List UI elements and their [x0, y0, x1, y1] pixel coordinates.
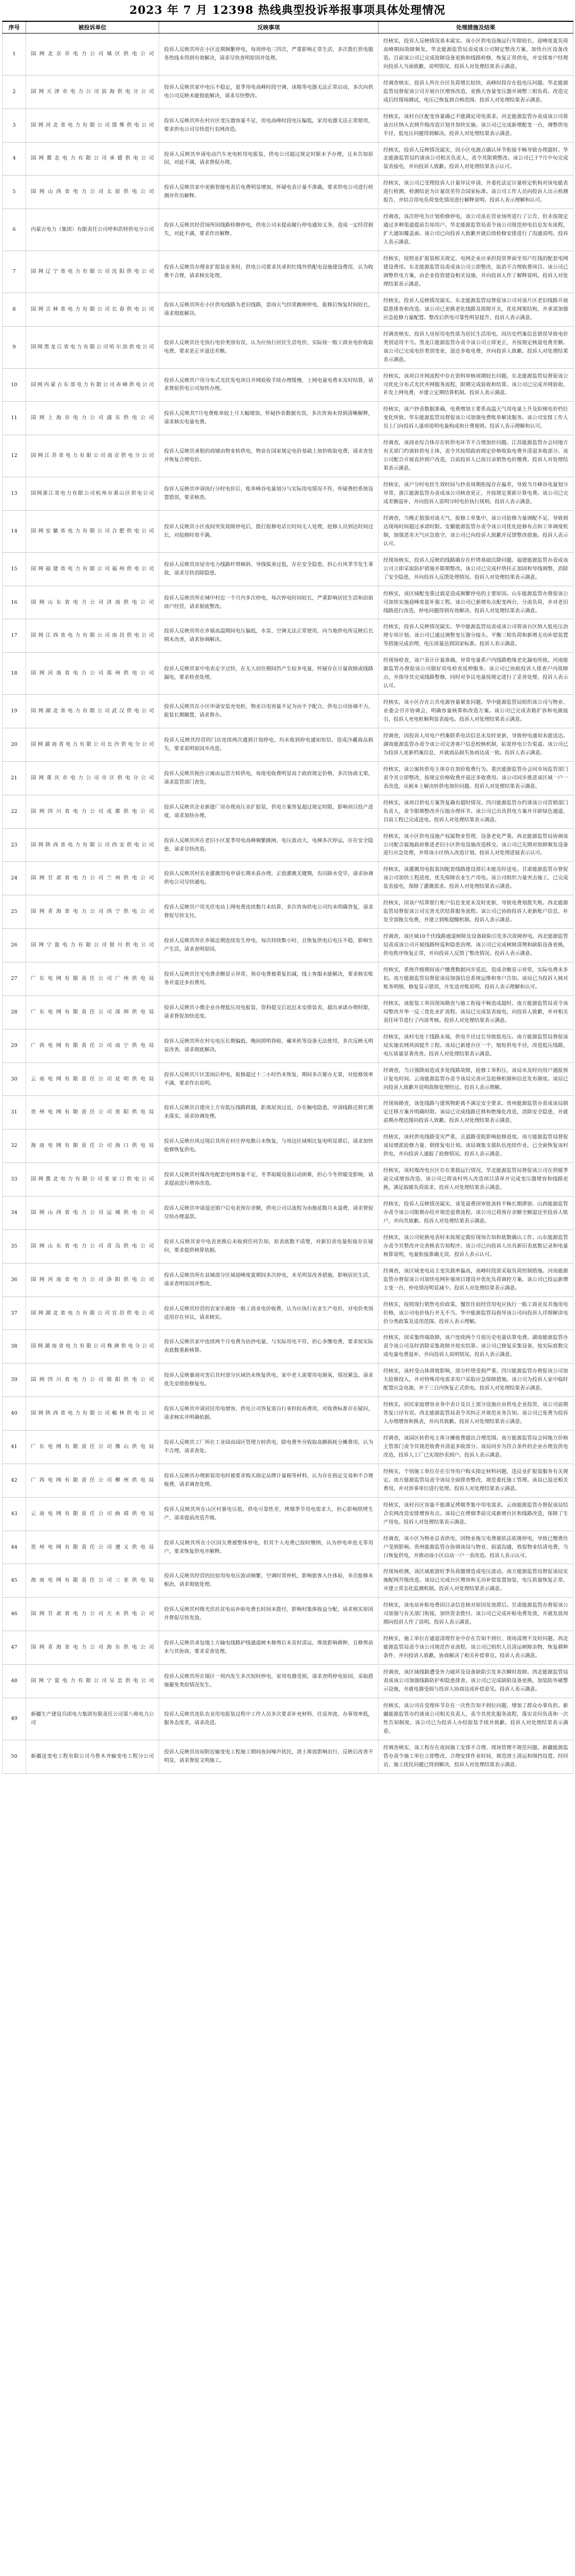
row-issue-text: 投诉人反映其办理新装用电时被要求购买指定品牌计量箱等材料，认为存在指定交易和不合理收费，请求调查处理。: [159, 1464, 379, 1497]
row-serial-number: 50: [3, 1740, 26, 1773]
row-handling-result: 经调查，该商业综合体存在转供电环节不合理加价问题。江苏能源监管办会同地方有关部门约谈转供电主体，责令其按照政府规定价格收取电费并清退多收部分。该公司配合开展直抄到户改造，目前投诉人已按目录销售电价缴费。投诉人对处理结果表示满意。: [379, 435, 573, 477]
row-serial-number: 17: [3, 619, 26, 653]
table-row: [3, 795, 573, 828]
row-issue-text: 投诉人反映其片区雷雨后停电，报修超过十二小时仍未恢复，期间多次催办无果，对抢修效率不满，要求作出说明。: [159, 1062, 379, 1096]
row-complained-unit: 国网青海省电力公司西宁供电公司: [26, 895, 159, 929]
row-serial-number: 9: [3, 326, 26, 368]
row-complained-unit: 国网山东省电力公司青岛供电公司: [26, 1229, 159, 1263]
row-handling-result: 经调查，该区域变电站主变负载率偏高，高峰时段需采取负荷控制措施。河南能源监管办督促该公司加快电网补强项目建设并优化负荷调控方案。该公司已投运新增主变一台，停电情况明显减少。投诉人对处理结果表示满意。: [379, 1263, 573, 1297]
row-complained-unit: 国网内蒙古东部电力有限公司赤峰供电公司: [26, 368, 159, 402]
row-serial-number: 16: [3, 586, 26, 619]
table-row: [3, 251, 573, 293]
row-complained-unit: 广西电网有限责任公司南宁供电局: [26, 1029, 159, 1062]
row-complained-unit: 海南电网有限责任公司海口供电局: [26, 1129, 159, 1163]
row-complained-unit: 国网湖南省电力有限公司株洲供电分公司: [26, 1330, 159, 1364]
row-handling-result: 经核实，该村煤改电台区存在重载运行情况。华北能源监管局督促该公司在供暖季前完成增容改造。该公司已将该村列入改造项目清单并完成变压器增容和线路更换，满足取暖负荷需求。投诉人对处理结果表示满意。: [379, 1163, 573, 1196]
row-handling-result: 经核实，该村台区容量不能满足烤烟季集中用电需求。云南能源监管办督促该局结合农网改造安排增容布点。该局已在烤烟季前完成新增台区和线路改造，保障了生产用电。投诉人对处理结果表示满意。: [379, 1497, 573, 1531]
row-handling-result: 经核实，该村受山体滑坡影响，部分杆塔受损严重。四川能源监管办督促该公司加大抢修投入，并对特殊用电需求用户采取应急保障措施。该公司为投诉人家中临时配置应急电源，并于三日内恢复正式供电。投诉人对处理结果表示满意。: [379, 1364, 573, 1397]
row-complained-unit: 国网四川省电力公司绵阳供电公司: [26, 1364, 159, 1397]
row-issue-text: 投诉人反映其所在县城部分区域迎峰度夏期间多次停电，未见明显改善措施，影响居民生活，请求查明原因并整改。: [159, 1263, 379, 1297]
row-serial-number: 47: [3, 1631, 26, 1665]
row-issue-text: 投诉人反映其户用分布式光伏发电项目并网验收手续办理缓慢，上网电量电费未及时结算，请求督促供电公司加快办理。: [159, 368, 379, 402]
row-complained-unit: 国网湖北省电力有限公司武汉供电公司: [26, 695, 159, 728]
row-issue-text: 投诉人反映其房屋旁电力线路杆塔倾斜、导线弧垂过低，存在安全隐患，担心台风季节发生事故，请求尽快消除隐患。: [159, 552, 379, 586]
row-issue-text: 投诉人反映其7月电费账单较上月大幅增加，怀疑抄表数据有误，多次咨询未得到清晰解释，请求核实电量电费。: [159, 402, 379, 435]
row-complained-unit: 国网重庆市电力公司市区供电分公司: [26, 761, 159, 795]
row-issue-text: 投诉人反映其家中更换智能电表后电费明显增加，怀疑电表计量不准确，要求供电公司进行检测并作出解释。: [159, 176, 379, 209]
row-complained-unit: 国网陕西省电力有限公司榆林供电公司: [26, 1397, 159, 1431]
row-serial-number: 25: [3, 895, 26, 929]
row-complained-unit: 国网北京市电力公司城区供电公司: [26, 34, 159, 76]
table-row: [3, 326, 573, 368]
row-complained-unit: 国网甘肃省电力公司天水供电公司: [26, 1598, 159, 1631]
row-handling-result: 经核实，该公司在受理环节存在一次性告知不到位问题，增加了群众办事负担。新疆能源监管办约谈该公司相关负责人，责令其优化服务流程，落实首问负责和一次性告知制度。该公司已为投诉人办结报装手续并致歉。投诉人对处理结果表示满意。: [379, 1698, 573, 1740]
row-handling-result: 经核实，该灌溉用电报装因配套线路建设滞后未能及时送电。甘肃能源监管办督促该公司加快工程进度，优先保障农业生产用电。该公司组织力量突击施工，已完成装表接电，保障了灌溉需求。投诉人对处理结果表示满意。: [379, 862, 573, 895]
row-complained-unit: 国网湖南省电力有限公司长沙供电分公司: [26, 728, 159, 762]
table-row: [3, 75, 573, 109]
row-serial-number: 24: [3, 862, 26, 895]
row-complained-unit: 国网湖北省电力有限公司宜昌供电公司: [26, 1297, 159, 1330]
row-handling-result: 经核实，该报装工单因现场勘查与施工衔接不畅造成超时。南方能源监管局责令该局整改并举一反三优化业扩流程。该局已完成装表接电，向投诉人致歉，并对相关责任环节进行了内部考核。投诉人对处理结果表示满意。: [379, 995, 573, 1029]
row-complained-unit: 国网山东省电力公司济南供电公司: [26, 586, 159, 619]
row-issue-text: 投诉人反映其连队农业用电报装过程中工作人员多次要求补充材料、往返奔波，办事效率低，服务态度差，请求改进。: [159, 1698, 379, 1740]
row-handling-result: 经现场勘查，该处线路与建筑物距离不满足安全要求。贵州能源监管办责成该局制定迁移方案并明确时限。该局已完成线路迁移和绝缘化改造，消除安全隐患，并就前期办理迟缓向投诉人致歉。投诉人对处理结果表示满意。: [379, 1096, 573, 1129]
row-handling-result: 经调查，该园区转供电主体分摊收费超出合理范围。南方能源监管局会同地方价格主管部门责令其规范收费并清退多收部分。该局同步为符合条件的企业办理直供电改造，投诉人工厂已实现抄表到户。投诉人表示满意。: [379, 1431, 573, 1464]
row-complained-unit: 广东电网有限责任公司广州供电局: [26, 962, 159, 996]
row-handling-result: 经核实，投诉人反映情况基本属实。该小区供电设施运行年限较长，迎峰度夏负荷高峰期间故障频发。华北能源监管局责成该公司制定整改方案，加快台区设备改造。目前该公司已完成故障设备更换和线路检修，恢复正常供电，并安排客户经理向投诉人当面致歉、说明情况。投诉人对处理结果表示满意。: [379, 34, 573, 76]
row-handling-result: 经核实，该公司轮换电表时未按规定做好现场告知和底数确认工作。山东能源监管办责令其整改并完善换表告知程序。该公司已向投诉人出具新旧表底数记录和电量核算说明，电量衔接准确无误。投诉人表示认可。: [379, 1229, 573, 1263]
row-handling-result: 经核实，该村屯处于线路末端，供电半径过长导致低电压。南方能源监管局督促该局实施农网巩固提升工程。该局已新建台区一个，缩短供电半径，改造低压线路，电压质量显著改善。投诉人对处理结果表示满意。: [379, 1029, 573, 1062]
row-complained-unit: 贵州电网有限责任公司遵义供电局: [26, 1531, 159, 1564]
row-handling-result: 经调查，因投诉人用电户档案联系电话信息未及时更新，导致停电通知未能送达。湖南能源监管办责令该公司完善客户信息校核机制，拓宽停电公告渠道。该公司已为投诉人更新档案信息，并就商品损失协商达成一致。投诉人表示满意。: [379, 728, 573, 762]
row-complained-unit: 国网甘肃省电力公司兰州供电公司: [26, 862, 159, 895]
row-issue-text: 投诉人反映其经营的门店连续两次遇到计划停电，均未收到停电通知短信，造成冷藏商品损失，要求说明原因并改进。: [159, 728, 379, 762]
row-handling-result: 经核实，因该户结算银行账户信息变更未及时更新，导致电费划拨失败。西北能源监管局督促该公司完善光伏结算服务流程。该公司已协助投诉人更新账户信息，补发全部拖欠电费，并建立到账提醒机制。投诉人表示满意。: [379, 895, 573, 929]
row-issue-text: 投诉人反映其经营的民宿用电电压波动频繁，空调时常停机，影响旅客入住体验，多次报修未根治，请求彻底处理。: [159, 1564, 379, 1598]
table-row: [3, 653, 573, 695]
row-handling-result: 经核实，该村供电线路受灾严重，且道路受阻影响抢修进度。南方能源监管局督促该局增派抢修力量、倒排复电计划。该局调集支援队伍连续作业，已全面恢复该村供电，并向投诉人通报了抢修情况。投诉人表示满意。: [379, 1129, 573, 1163]
row-handling-result: 经核实，施工单位在通道清理作业中存在告知不到位、现场清理不及时问题。西北能源监管局责令该公司规范作业流程。该公司已组织人员清运树障杂物，恢复耕种条件，并向投诉人致歉，协商解决了相关补偿事宜。投诉人表示满意。: [379, 1631, 573, 1665]
row-handling-result: 经核实，该小区供电设施产权属物业管理，设备老化严重。西北能源监管局协调该公司配合属地政府推进老旧小区供电设施改造移交。该公司已先期对故障频发设备进行应急处理，并将该小区纳入改造计划。投诉人对处理进展表示认可。: [379, 828, 573, 862]
row-handling-result: 经核实，因采集终端故障，该户连续两个月按历史电量估算电费。湖南能源监管办责令该公司及时消除采集故障并按实结算。该公司已修复采集设备，按实际底数完成电量电费退补，并向投诉人说明情况。投诉人表示满意。: [379, 1330, 573, 1364]
row-complained-unit: 云南电网有限责任公司昆明供电局: [26, 1062, 159, 1096]
table-row: [3, 293, 573, 326]
row-serial-number: 10: [3, 368, 26, 402]
row-serial-number: 7: [3, 251, 26, 293]
row-serial-number: 31: [3, 1096, 26, 1129]
table-row: [3, 1129, 573, 1163]
row-serial-number: 38: [3, 1330, 26, 1364]
row-serial-number: 21: [3, 761, 26, 795]
row-serial-number: 5: [3, 176, 26, 209]
row-serial-number: 39: [3, 1364, 26, 1397]
row-complained-unit: 国网江西省电力有限公司南昌供电公司: [26, 619, 159, 653]
row-complained-unit: 国网浙江省电力有限公司杭州市萧山区供电公司: [26, 477, 159, 511]
row-handling-result: 经现场核实，投诉人反映的线路确存在杆塔基础沉降问题。福建能源监管办责成该公司立即采取防护措施并限期整改。该公司已完成杆塔扶正加固和导线调整，消除了安全隐患，并向投诉人反馈处理情况。投诉人对处理结果表示满意。: [379, 552, 573, 586]
table-row: [3, 209, 573, 251]
table-row: [3, 728, 573, 762]
row-handling-result: 经核实，该项目并网流程中存在资料审核周期较长问题。东北能源监管局督促该公司优化分布式光伏并网服务流程，限期完成验收和结算。该公司已完成并网验收，补发上网电费，并建立定期结算机制。投诉人表示满意。: [379, 368, 573, 402]
row-issue-text: 投诉人反映其所在小区近期频繁停电，每周停电三四次，严重影响正常生活，多次拨打供电服务热线未得到有效解决，请求尽快查明原因并处理。: [159, 34, 379, 76]
table-row: [3, 695, 573, 728]
row-handling-result: 经核实，该电站补贴电费因目录信息核对原因发放滞后。甘肃能源监管办督促该公司加强与有关部门衔接，加快资金拨付。该公司已完成补贴电费发放，并就发放周期向投诉人作了说明。投诉人表示满意。: [379, 1598, 573, 1631]
row-serial-number: 30: [3, 1062, 26, 1096]
row-issue-text: 投诉人反映其所在镇区一周内发生多次短时停电，家用电器受损，请求查明停电原因，采取措施避免类似情况发生。: [159, 1665, 379, 1698]
row-issue-text: 投诉人反映其所在老旧小区夏季用电高峰频繁跳闸，电压波动大，电梯多次停运，存在安全隐患，请求尽快改造。: [159, 828, 379, 862]
row-complained-unit: 新疆生产建设兵团电力集团有限责任公司第八师电力公司: [26, 1698, 159, 1740]
table-row: [3, 435, 573, 477]
row-issue-text: 投诉人反映其家中连续两个月电费为估抄电量，与实际用电不符，担心多缴电费，要求按实际表底数重新核算。: [159, 1330, 379, 1364]
table-row: [3, 1598, 573, 1631]
row-issue-text: 投诉人反映其承租的商铺由物业转供电，物业在国家规定电价基础上加价收取电费，请求查处并恢复合理电价。: [159, 435, 379, 477]
row-handling-result: 经核实，该区域配变重过载是造成频繁停电的主要原因。山东能源监管办督促该公司加快实施迎峰度夏补强工程。该公司已新增布点配变两台，分流负荷，并对老旧线路进行改造，停电问题得到有效解决。投诉人对处理结果表示满意。: [379, 586, 573, 619]
table-row: [3, 1096, 573, 1129]
table-row: [3, 1564, 573, 1598]
row-serial-number: 41: [3, 1431, 26, 1464]
row-complained-unit: 内蒙古电力（集团）有限责任公司呼和浩特供电分公司: [26, 209, 159, 251]
row-handling-result: 经调查核实，投诉人房屋用电性质为居民生活用电，因历史档案信息错误导致电价类别适用不当。黑龙江能源监管办责令该公司立即更正，并按规定核退电费差额。该公司已完成电价类别变更，退还多收电费，并向投诉人致歉。投诉人对处理结果表示满意。: [379, 326, 573, 368]
row-serial-number: 42: [3, 1464, 26, 1497]
table-row: [3, 368, 573, 402]
row-handling-result: 经调查核实，该工程存在夜间施工安排不合理、现场管理不规范问题。新疆能源监管办责令施工单位立即整改，合理安排作业时间，规范渣土清运和围挡设置。经回访，施工扰民问题已得到解决，投诉人对处理结果表示满意。: [379, 1740, 573, 1773]
row-complained-unit: 国网吉林省电力有限公司长春供电公司: [26, 293, 159, 326]
table-row: [3, 586, 573, 619]
row-serial-number: 32: [3, 1129, 26, 1163]
row-serial-number: 15: [3, 552, 26, 586]
row-issue-text: 投诉人反映其申请居民用电增容，供电公司答复需自行承担较高费用，对收费标准存在疑问，请求核实并明确依据。: [159, 1397, 379, 1431]
row-serial-number: 46: [3, 1598, 26, 1631]
row-issue-text: 投诉人反映其工厂所在工业园由园区管理方转供电，除电费外另收取高额损耗分摊费用，认为不合理，请求查处。: [159, 1431, 379, 1464]
row-serial-number: 27: [3, 962, 26, 996]
row-complained-unit: 国网福建省电力有限公司福州供电公司: [26, 552, 159, 586]
table-row: [3, 1497, 573, 1531]
row-complained-unit: 国网天津市电力公司滨海供电分公司: [26, 75, 159, 109]
table-row: [3, 1163, 573, 1196]
table-header: [3, 21, 573, 34]
table-row: [3, 995, 573, 1029]
row-issue-text: 投诉人反映其住宅执行电价类别有误，认为应执行居民生活电价，实际按一般工商业电价收取电费，要求更正并退还差额。: [159, 326, 379, 368]
row-issue-text: 投诉人反映其办理业扩报装业务时，供电公司要求其承担红线外供配电设施建设费用，认为收费不合理，请求核实处理。: [159, 251, 379, 293]
row-complained-unit: 新疆送变电工程有限公司乌鲁木齐输变电工程分公司: [26, 1740, 159, 1773]
row-handling-result: 经核实，按照现行销售电价政策，餐饮住宿经营用电应执行一般工商业及其他用电价格，该公司电价执行并无不当。华中能源监管局指导该公司向投诉人详细解读电价分类政策及适用范围。投诉人表示理解。: [379, 1297, 573, 1330]
row-issue-text: 投诉人反映其户用光伏电站上网电费连续数月未结算，多次咨询供电公司均未明确答复，请求督促尽快支付。: [159, 895, 379, 929]
row-serial-number: 8: [3, 293, 26, 326]
row-serial-number: 14: [3, 510, 26, 552]
row-issue-text: 投诉人反映其家中电压不稳定，夏季用电高峰时段空调、冰箱等电器无法正常启动，多次向供电公司反映未能彻底解决，请求尽快整改。: [159, 75, 379, 109]
row-handling-result: 经调查，该小区为物业总表供电，因物业拖欠电费被依法依规停电，导致已缴费住户受到影响。贵州能源监管办协调该局与物业、街道沟通，敦促物业结清电费，当日恢复供电，并推动该小区启动一户一表改造。投诉人表示认可。: [379, 1531, 573, 1564]
row-issue-text: 投诉人反映其所在乡镇高温期间电压偏低，水泵、空调无法正常使用，向当地供电所反映后长期未改善，请求协调解决。: [159, 619, 379, 653]
table-row: [3, 895, 573, 929]
row-serial-number: 40: [3, 1397, 26, 1431]
row-issue-text: 投诉人反映其房屋附近输变电工程施工期间夜间噪声扰民，渣土堆放影响出行，反映后改善不明显，请求督促文明施工。: [159, 1740, 379, 1773]
row-serial-number: 6: [3, 209, 26, 251]
row-handling-result: 经核实，系统升级期间该户缴费数据同步延迟，造成余额显示异常，实际电费未多扣。南方能源监管局督促该局加强信息系统运维和客户告知。该局已为投诉人核对账务明细，修复显示错误，并发送对账说明。投诉人表示理解和认可。: [379, 962, 573, 996]
row-issue-text: 投诉人反映其企业新建厂房办理高压业扩报装，供电方案答复超过规定时限，影响项目投产进度，请求加快办理。: [159, 795, 379, 828]
row-serial-number: 36: [3, 1263, 26, 1297]
row-issue-text: 投诉人反映台风过境后其所在村庄停电数日未恢复，与周边区域相比复电明显滞后，请求加快抢修恢复供电。: [159, 1129, 379, 1163]
row-serial-number: 22: [3, 795, 26, 828]
table-row: [3, 142, 573, 176]
row-complained-unit: 云南电网有限责任公司曲靖供电局: [26, 1497, 159, 1531]
table-row: [3, 1464, 573, 1497]
row-handling-result: 经核实，投诉人反映情况属实。华中能源监管局责成该公司将该台区纳入低电压治理专项计划。该公司已通过调整变压器分接头、平衡三相负荷和新增无功补偿装置等措施完成治理，电压质量达到国家标准。投诉人表示满意。: [379, 619, 573, 653]
table-row: [3, 1665, 573, 1698]
complaints-table: [2, 21, 573, 1774]
row-complained-unit: 广东电网有限责任公司深圳供电局: [26, 995, 159, 1029]
row-complained-unit: 贵州电网有限责任公司贵阳供电局: [26, 1096, 159, 1129]
row-handling-result: 经现场检测，该区域旅游旺季负荷激增造成电压波动。南方能源监管局督促该局实施配网升级改造。该局已完成台区增容和无功补偿装置加装，电压质量恢复正常，并建立常态化监测机制。投诉人对处理结果表示满意。: [379, 1564, 573, 1598]
row-serial-number: 48: [3, 1665, 26, 1698]
table-row: [3, 176, 573, 209]
row-handling-result: 经核实，投诉人反映情况属实，该笔退费因审批流转不畅长期滞留。山西能源监管办责令该公司限期办结并规范退费流程。该公司已将预存余额全额退还至投诉人账户，并向其致歉。投诉人对处理结果表示满意。: [379, 1196, 573, 1230]
row-complained-unit: 广西电网有限责任公司柳州供电局: [26, 1464, 159, 1497]
table-row: [3, 1531, 573, 1564]
table-row: [3, 477, 573, 511]
row-serial-number: 13: [3, 477, 26, 511]
row-serial-number: 37: [3, 1297, 26, 1330]
row-handling-result: 经核实，按照业扩报装相关规定，电网企业应承担投资界面至用户红线的配套电网建设费用。东北能源监管局责成该公司立即整改，取消不合理收费项目。该公司已调整供电方案，由企业投资建设相关设施，并向投诉人作了解释说明。投诉人对处理结果表示满意。: [379, 251, 573, 293]
row-issue-text: 投诉人反映其所在山区村寨电压低、供电可靠性差，烤烟季节用电需求大，担心影响烘烤生产，请求提前改造升级。: [159, 1497, 379, 1531]
row-issue-text: 投诉人反映其家中电表更换后未收到任何告知，原表底数不清楚，对新旧表电量衔接存在疑问，要求提供核算依据。: [159, 1229, 379, 1263]
row-serial-number: 12: [3, 435, 26, 477]
row-complained-unit: 国网辽宁省电力有限公司沈阳供电公司: [26, 251, 159, 293]
row-complained-unit: 国网安徽省电力有限公司合肥供电公司: [26, 510, 159, 552]
row-serial-number: 20: [3, 728, 26, 762]
row-handling-result: 经核实，该项目供电方案答复确有超时情况。四川能源监管办约谈该公司营销部门负责人，责令限期整改并压缩办理环节。该公司已出具供电方案并开辟绿色通道，目前工程已完成送电。投诉人对处理结果表示满意。: [379, 795, 573, 828]
row-serial-number: 3: [3, 109, 26, 142]
row-handling-result: 经调查核实，投诉人所在台区负荷增长较快，高峰时段存在低电压问题。华北能源监管局督促该公司开展台区增容改造，更换大容量变压器并调整三相负荷。改造完成后经现场测试，电压已恢复到合格范围。投诉人对处理结果表示满意。: [379, 75, 573, 109]
row-handling-result: 经调查，该区域10千伏线路通道树障及设备缺陷引发多次故障停电。西北能源监管局责成该公司开展线路特巡和隐患治理。该公司已完成树障清理和缺陷设备更换，供电秩序恢复正常，并向投诉人反馈了整改情况。投诉人表示满意。: [379, 929, 573, 962]
table-row: [3, 1698, 573, 1740]
row-issue-text: 投诉人反映其所在城中村近一个月内多次停电，每次停电时间较长，严重影响居民生活和沿街商户经营，请求彻底整改。: [159, 586, 379, 619]
header-handling-result: 处理措施及结果: [379, 21, 573, 34]
row-issue-text: 投诉人反映其住宅电费余额显示异常，预存电费被重复扣减，线上客服未能解决，要求核实账务并退还多扣费用。: [159, 962, 379, 996]
row-serial-number: 26: [3, 929, 26, 962]
row-issue-text: 投诉人反映其所在小区供电线路为老旧线路，雷雨天气经常跳闸停电，报修后恢复时间较长，请求彻底解决。: [159, 293, 379, 326]
table-row: [3, 1397, 573, 1431]
table-row: [3, 962, 573, 996]
row-complained-unit: 国网江苏省电力有限公司南京供电分公司: [26, 435, 159, 477]
table-row: [3, 1631, 573, 1665]
row-issue-text: 投诉人反映其在小区申请安装充电桩，物业以电容量不足为由不予配合，供电公司协调不力，报装长期搁置，请求督办。: [159, 695, 379, 728]
row-issue-text: 投诉人反映其所在小区因欠费被整体停电，但其个人电费已按时缴纳，认为停电牵连无辜用户，要求恢复供电并解释。: [159, 1531, 379, 1564]
table-row: [3, 1740, 573, 1773]
row-issue-text: 投诉人反映其申请执行分时电价后，账单峰谷电量划分与实际用电情况不符，怀疑费控系统设置错误，要求核查。: [159, 477, 379, 511]
row-handling-result: 经核实，居民家庭增容业务中表计及以上部分设施应由供电企业投资，该公司前期答复口径有误。西北能源监管局责令其纠正并规范业务告知。该公司已免费为投诉人办理增容和换表，并向其致歉。投诉人对处理结果表示满意。: [379, 1397, 573, 1431]
row-handling-result: 经核实，该公司已受理投诉人计量异议申请，并委托法定计量检定机构对该电能表进行检测，检测结论为计量误差符合国家标准。该公司工作人员向投诉人出示检测报告，并结合用电负荷变化情况进行解释说明。投诉人表示理解和认可。: [379, 176, 573, 209]
header-serial-number: 序号: [3, 21, 26, 34]
row-complained-unit: 国网河北省电力有限公司邯郸供电公司: [26, 109, 159, 142]
row-issue-text: 投诉人反映其租住公寓由运营方转供电，每度电收费明显高于政府规定价格，多次协商无果，请求监管部门查处。: [159, 761, 379, 795]
table-row: [3, 619, 573, 653]
row-complained-unit: 国网黑龙江省电力有限公司哈尔滨供电公司: [26, 326, 159, 368]
row-serial-number: 43: [3, 1497, 26, 1531]
row-issue-text: 投诉人反映暴雨灾害后其村部分区域仍未恢复供电，家中老人需要用电制氧，情况紧急，请求优先安排抢修复电。: [159, 1364, 379, 1397]
header-complained-unit: 被投诉单位: [26, 21, 159, 34]
table-row: [3, 510, 573, 552]
row-complained-unit: 国网青海省电力公司海东供电公司: [26, 1631, 159, 1665]
row-complained-unit: 国网冀北电力有限公司承德供电公司: [26, 142, 159, 176]
table-row: [3, 761, 573, 795]
row-complained-unit: 国网冀北电力有限公司张家口供电公司: [26, 1163, 159, 1196]
row-serial-number: 4: [3, 142, 26, 176]
row-serial-number: 19: [3, 695, 26, 728]
row-serial-number: 28: [3, 995, 26, 1029]
table-row: [3, 1364, 573, 1397]
row-issue-text: 投诉人反映其小微企业办理低压用电报装，资料提交后迟迟未安排装表，超出承诺办理时限，请求督促加快进度。: [159, 995, 379, 1029]
table-row: [3, 929, 573, 962]
row-handling-result: 经核实，个别施工单位存在引导用户购买指定材料问题，违反业扩报装服务有关规定。南方能源监管局责令该局全面排查整改，规范委托施工管理。该局已退还相关费用，并对涉事单位进行处理。投诉人对处理结果表示满意。: [379, 1464, 573, 1497]
table-body: [3, 34, 573, 1774]
table-row: [3, 1196, 573, 1230]
table-row: [3, 402, 573, 435]
table-row: [3, 1263, 573, 1297]
table-row: [3, 1431, 573, 1464]
row-handling-result: 经调查，当晚正值强对流天气，报修工单集中，该公司抢修力量调配不足，导致到达现场时间超过承诺时限。安徽能源监管办责令该公司优化抢修布点和工单调度机制，加强恶劣天气应急值守。该公司已向投诉人致歉并反馈整改措施。投诉人表示认可。: [379, 510, 573, 552]
page-title: 2023 年 7 月 12398 热线典型投诉举报事项具体处理情况: [129, 3, 446, 16]
row-handling-result: 经核实，该户分时电价生效时间与抄表周期衔接存在偏差，导致当月峰谷电量划分异常。浙江能源监管办责成该公司核查更正，并按规定重新计算电费。该公司已完成差额退补，并向投诉人说明分时电价执行规则。投诉人表示满意。: [379, 477, 573, 511]
table-row: [3, 1062, 573, 1096]
row-serial-number: 2: [3, 75, 26, 109]
row-complained-unit: 国网上海市电力公司浦东供电公司: [26, 402, 159, 435]
table-row: [3, 862, 573, 895]
row-issue-text: 投诉人反映其村农业灌溉用电申请长期未获办理，正值灌溉关键期，农田缺水受旱，请求协调供电公司尽快通电。: [159, 862, 379, 895]
row-issue-text: 投诉人反映其自建房上方有低压线路跨越，距离屋顶过近，存在触电隐患，申请线路迁移长期未落实，请求协调处理。: [159, 1096, 379, 1129]
row-serial-number: 23: [3, 828, 26, 862]
row-handling-result: 经核实，该户抄表数据准确，电费增加主要系高温天气用电量上升及阶梯电价档位变化所致。华东能源监管局督促该公司加强电费账单解读服务。该公司安排工作人员上门向投诉人逐项说明电量构成和计费规则。投诉人表示理解和认可。: [379, 402, 573, 435]
row-issue-text: 投诉人反映其家中电表走字过快，在无人居住期间仍产生较多电量，怀疑存在计量故障或线路漏电，要求检查处理。: [159, 653, 379, 695]
row-serial-number: 33: [3, 1163, 26, 1196]
row-handling-result: 经核实，该小区存在公共电源容量紧张问题。华中能源监管局组织该公司与物业、业委会召开协调会，明确容量核算和改造方案。该公司已完成表箱扩容和电源接引，投诉人充电桩顺利装表接电。投诉人对处理结果表示满意。: [379, 695, 573, 728]
row-complained-unit: 国网四川省电力公司成都供电公司: [26, 795, 159, 828]
row-serial-number: 34: [3, 1196, 26, 1230]
header-issue: 反映事项: [159, 21, 379, 34]
row-issue-text: 投诉人反映其申请退还销户后电表预存余额，供电公司以流程为由拖延数月未退费，请求督促尽快办理退款。: [159, 1196, 379, 1230]
row-handling-result: 经调查，当日强降雨造成多处线路故障，抢修工单积压，该局未及时向用户通报预计复电时间。云南能源监管办责令该局完善应急抢修机制和信息发布制度。该局已向投诉人致歉并说明故障处理经过。投诉人表示理解。: [379, 1062, 573, 1096]
table-row: [3, 828, 573, 862]
row-serial-number: 45: [3, 1564, 26, 1598]
table-row: [3, 1229, 573, 1263]
table-row: [3, 552, 573, 586]
row-handling-result: 经核实，该村台区配变容量确已不能满足用电需求。河北能源监管办责成该公司将该台区纳入农网升级改造计划并加快实施。该公司已完成新增配变一台，调整供电半径，低电压问题得到解决。投诉人对处理结果表示满意。: [379, 109, 573, 142]
row-issue-text: 投诉人反映其申请电动汽车充电桩用电报装，供电公司超过规定时限未予办理，且未告知原因，对此不满，请求督促办理。: [159, 142, 379, 176]
row-issue-text: 投诉人反映其所在村台区变压器容量不足，用电高峰时段电压偏低，家用电器无法正常使用，要求供电公司尽快进行农网改造。: [159, 109, 379, 142]
row-complained-unit: 国网河南省电力公司郑州供电公司: [26, 653, 159, 695]
row-serial-number: 1: [3, 34, 26, 76]
row-serial-number: 18: [3, 653, 26, 695]
row-issue-text: 投诉人反映其小区夜间突发故障停电后，拨打报修电话长时间无人处理，抢修人员到达时间过长，对抢修时效不满。: [159, 510, 379, 552]
row-serial-number: 11: [3, 402, 26, 435]
row-issue-text: 投诉人反映其村煤改电配套电网容量不足，冬季取暖设备启动困难，担心今冬供暖受影响，请求提前进行增容改造。: [159, 1163, 379, 1196]
row-complained-unit: 国网山西省电力公司太原供电公司: [26, 176, 159, 209]
row-handling-result: 经核实，该公寓转供电主体存在加价收费行为。重庆能源监管办会同市场监管部门责令其立即整改，按规定价格收费并退还多收费用。该公司同步推进该区域一户一表改造，从根本上解决转供电加价问题。投诉人对处理结果表示满意。: [379, 761, 573, 795]
row-handling-result: 经现场检查，该户表计计量准确，异常电量系户内线路绝缘老化漏电所致。河南能源监管办督促该公司做好用电检查延伸服务。该公司已协助投诉人排查户内故障点，并指导其完成线路整修，同时对争议电量按规定进行了妥善处理。投诉人表示认可。: [379, 653, 573, 695]
table-row: [3, 1297, 573, 1330]
row-complained-unit: 国网河南省电力公司洛阳供电公司: [26, 1263, 159, 1297]
row-handling-result: 经核实，投诉人反映情况属实。东北能源监管局督促该公司对该片区老旧线路开展隐患排查和改造。该公司已更换老化线路及故障开关，优化网架结构，并承诺加强应急抢修力量配置。整改后供电可靠性明显提升，投诉人表示满意。: [379, 293, 573, 326]
row-complained-unit: 广东电网有限责任公司佛山供电局: [26, 1431, 159, 1464]
row-issue-text: 投诉人反映其村级光伏扶贫电站补贴电费长时间未拨付，影响村集体收益分配，请求核实原因并督促尽快发放。: [159, 1598, 379, 1631]
row-handling-result: 经调查，该次停电为计划检修停电，该公司虽在营业场所进行了公告，但未按规定通过多种渠道提前告知用户。华北能源监管局责令该公司规范停电信息发布流程，扩大通知覆盖面。该公司已向投诉人致歉并就后续检修安排进行了沟通说明。投诉人表示满意。: [379, 209, 573, 251]
table-row: [3, 1330, 573, 1364]
row-complained-unit: 国网宁夏电力有限公司吴忠供电公司: [26, 1665, 159, 1698]
row-complained-unit: 国网陕西省电力有限公司西安供电公司: [26, 828, 159, 862]
row-serial-number: 49: [3, 1698, 26, 1740]
row-handling-result: 经调查，该区域线路遭受外力破坏及设备缺陷引发多次瞬时故障。西北能源监管局责成该公司加强线路防护和隐患排查。该公司已完成缺陷设备更换，加装防外破警示设施，并就电器受损与投诉人协商达成补偿意见。投诉人表示满意。: [379, 1665, 573, 1698]
table-row: [3, 34, 573, 76]
row-issue-text: 投诉人反映其承包地上方输电线路护线通道树木修剪后未及时清运，堆放影响耕种，且修剪前未与其协商，要求妥善处理。: [159, 1631, 379, 1665]
row-serial-number: 29: [3, 1029, 26, 1062]
row-issue-text: 投诉人反映其经营场所因线路检修停电，供电公司未提前履行停电通知义务，造成一定经营损失，对此不满，要求作出解释。: [159, 209, 379, 251]
row-issue-text: 投诉人反映其所在乡镇近期连续发生停电，每次持续数小时，且恢复供电后电压不稳，影响生产生活，请求查明原因。: [159, 929, 379, 962]
row-complained-unit: 海南电网有限责任公司三亚供电局: [26, 1564, 159, 1598]
row-serial-number: 35: [3, 1229, 26, 1263]
row-complained-unit: 国网山西省电力公司运城供电公司: [26, 1196, 159, 1230]
table-row: [3, 109, 573, 142]
row-issue-text: 投诉人反映其经营的农家乐被按一般工商业电价收费，认为应执行农业生产电价，对电价类别适用存在异议，请求核实。: [159, 1297, 379, 1330]
row-handling-result: 经核实，投诉人反映情况属实，因小区电源点确认环节衔接不畅导致办理超时。华北能源监管局约谈该公司相关负责人，责令其限期整改。该公司已于7月中旬完成装表接电，并向投诉人致歉。投诉人对处理结果表示认可。: [379, 142, 573, 176]
row-issue-text: 投诉人反映其所在村屯电压长期偏低，晚间照明昏暗，碾米机等设备无法使用，多次反映无明显改善，请求彻底解决。: [159, 1029, 379, 1062]
row-complained-unit: 国网宁夏电力有限公司银川供电公司: [26, 929, 159, 962]
row-serial-number: 44: [3, 1531, 26, 1564]
table-row: [3, 1029, 573, 1062]
